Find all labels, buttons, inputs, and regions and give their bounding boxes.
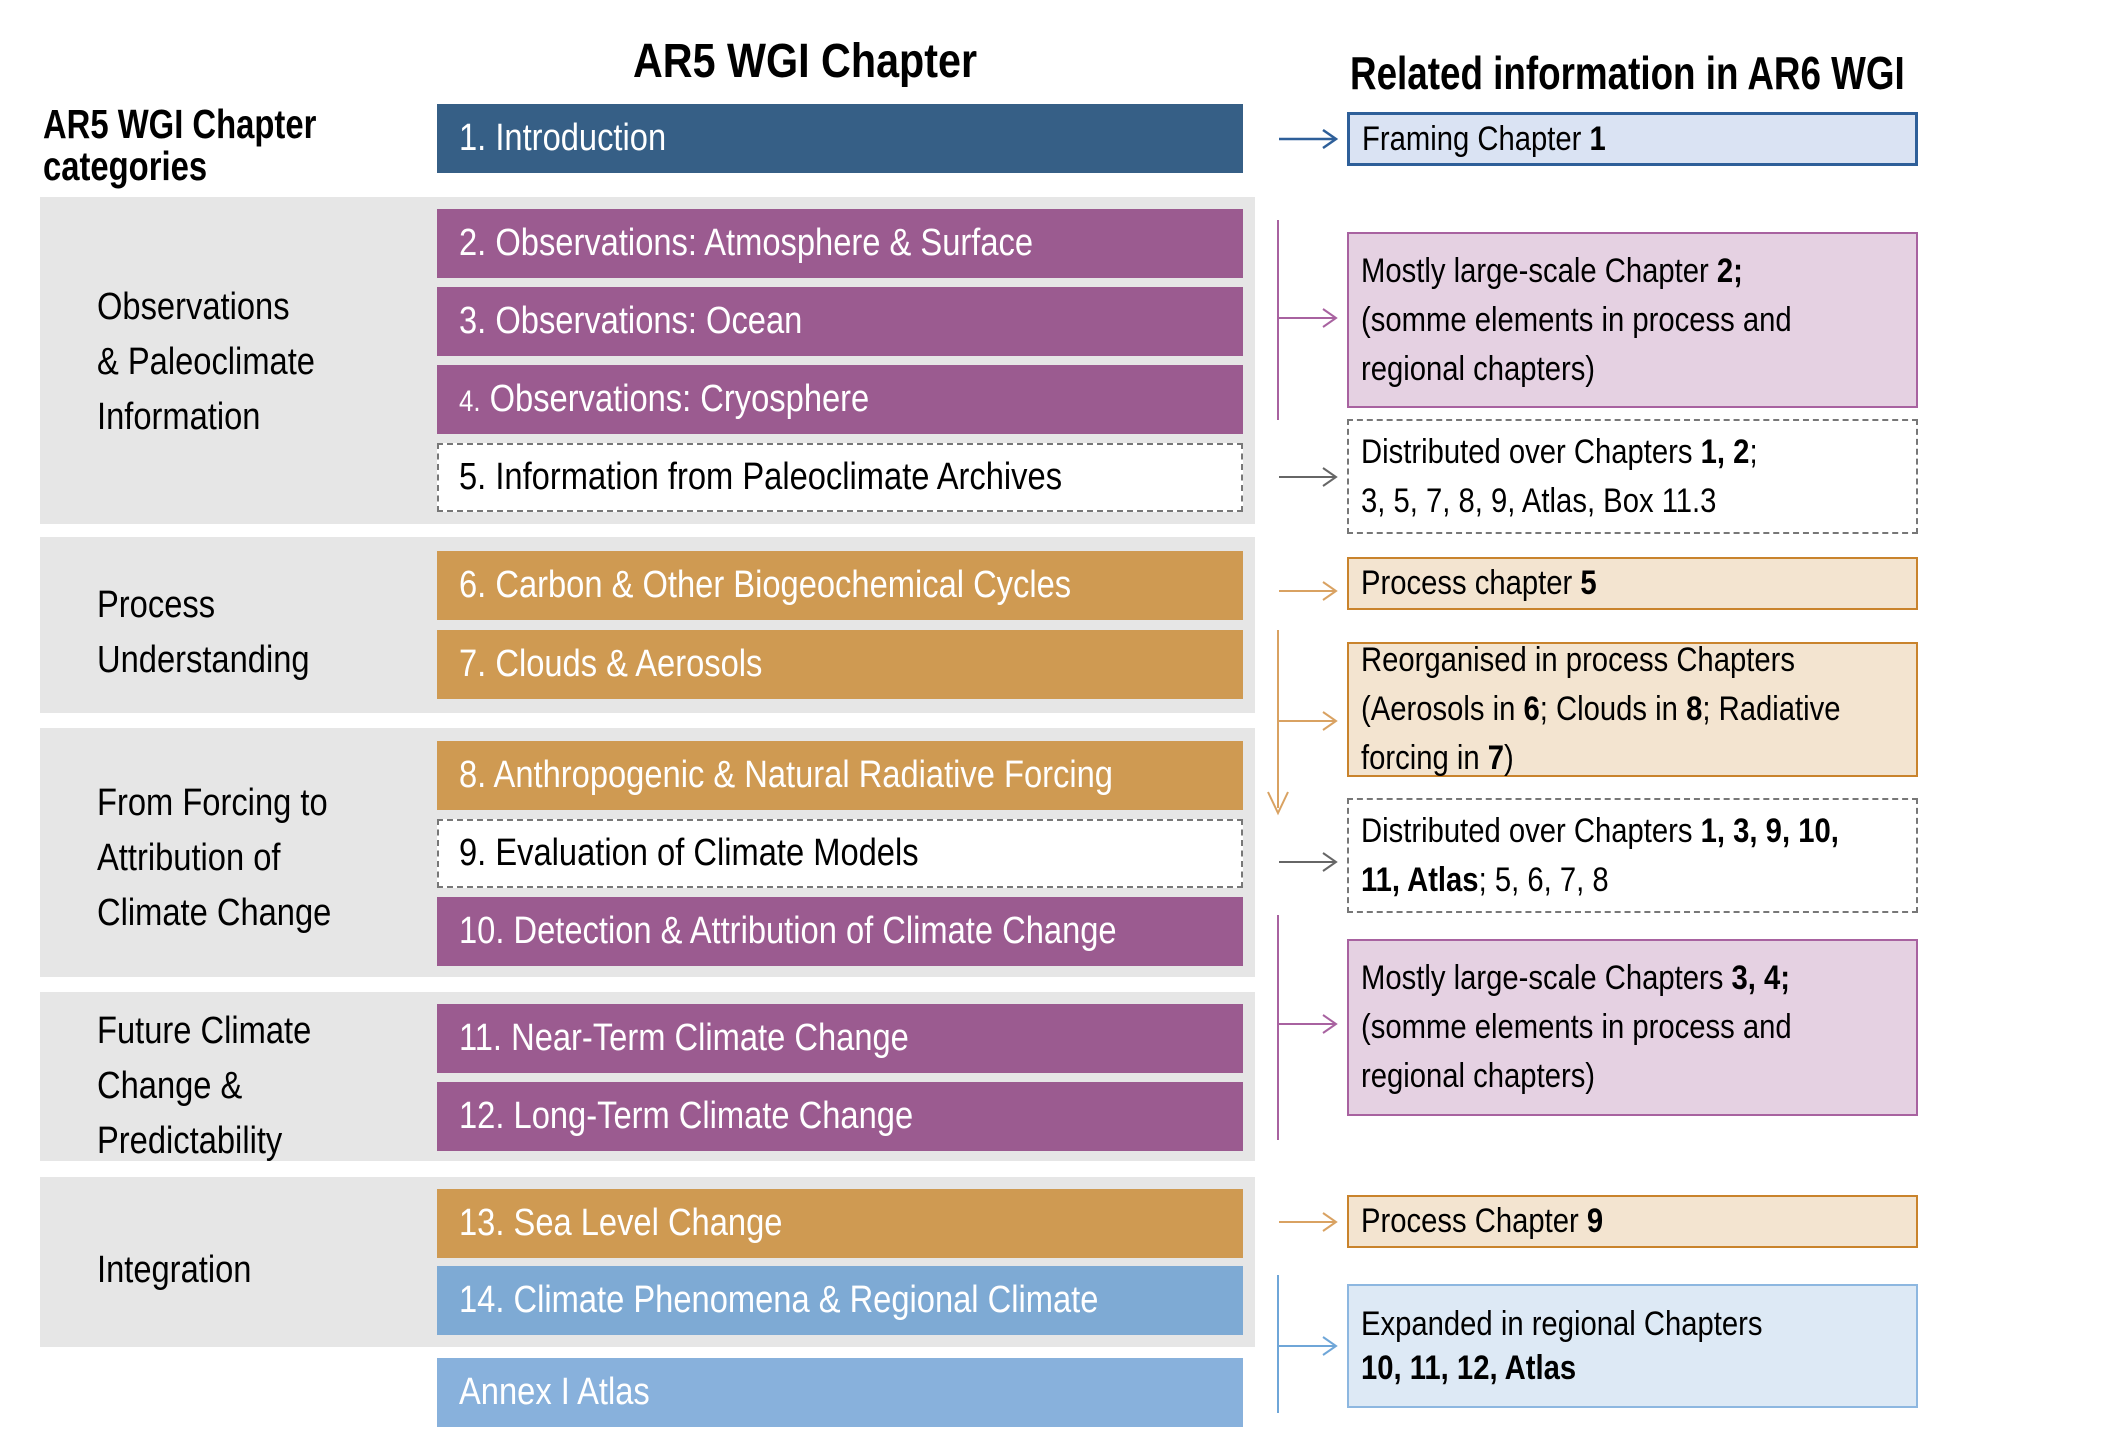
- chapter-10-box: 10. Detection & Attribution of Climate Change: [437, 897, 1243, 966]
- category-label-observations: Observations & Paleoclimate Information: [97, 286, 315, 438]
- chapter-3-box: 3. Observations: Ocean: [437, 287, 1243, 356]
- ar6-large-scale-ch3-4-box: Mostly large-scale Chapters 3, 4; (somme elements in process and regional chapters): [1347, 939, 1918, 1116]
- center-column-title: AR5 WGI Chapter: [633, 35, 978, 88]
- category-label-integration: Integration: [97, 1249, 252, 1291]
- ar6-distributed-paleo-box: Distributed over Chapters 1, 2; 3, 5, 7, 8, 9, Atlas, Box 11.3: [1347, 419, 1918, 534]
- arrow-right-icon: [1279, 1014, 1339, 1034]
- chapter-12-box: 12. Long-Term Climate Change: [437, 1082, 1243, 1151]
- arrow-right-icon: [1279, 467, 1339, 487]
- ar6-large-scale-ch2-box: Mostly large-scale Chapter 2; (somme elements in process and regional chapters): [1347, 232, 1918, 408]
- arrow-right-icon: [1279, 852, 1339, 872]
- annex-atlas-box: Annex I Atlas: [437, 1358, 1243, 1427]
- chapter-1-box: 1. Introduction: [437, 104, 1243, 173]
- category-label-process: Process Understanding: [97, 584, 310, 681]
- right-column-title: Related information in AR6 WGI: [1350, 47, 1905, 99]
- chapter-9-box: 9. Evaluation of Climate Models: [437, 819, 1243, 888]
- chapter-2-box: 2. Observations: Atmosphere & Surface: [437, 209, 1243, 278]
- chapter-13-box: 13. Sea Level Change: [437, 1189, 1243, 1258]
- ar6-process-ch9-box: Process Chapter 9: [1347, 1195, 1918, 1248]
- arrow-right-icon: [1279, 711, 1339, 731]
- chapter-4-box: 4. Observations: Cryosphere: [437, 365, 1243, 434]
- arrow-right-icon: [1279, 308, 1339, 328]
- chapter-5-box: 5. Information from Paleoclimate Archives: [437, 443, 1243, 512]
- arrow-right-icon: [1279, 1212, 1339, 1232]
- chapter-8-box: 8. Anthropogenic & Natural Radiative Forcing: [437, 741, 1243, 810]
- chapter-7-box: 7. Clouds & Aerosols: [437, 630, 1243, 699]
- left-column-title: AR5 WGI Chapter categories: [43, 101, 317, 189]
- ar6-regional-box: Expanded in regional Chapters 10, 11, 12, Atlas: [1347, 1284, 1918, 1408]
- chapter-11-box: 11. Near-Term Climate Change: [437, 1004, 1243, 1073]
- arrow-right-icon: [1279, 1336, 1339, 1356]
- ar6-framing-box: Framing Chapter 1: [1347, 112, 1918, 166]
- chapter-6-box: 6. Carbon & Other Biogeochemical Cycles: [437, 551, 1243, 620]
- arrow-right-icon: [1279, 129, 1339, 149]
- chapter-14-box: 14. Climate Phenomena & Regional Climate: [437, 1266, 1243, 1335]
- category-label-forcing-attribution: From Forcing to Attribution of Climate Change: [97, 782, 332, 934]
- ar6-reorganised-box: Reorganised in process Chapters (Aerosols in 6; Clouds in 8; Radiative forcing in 7): [1347, 642, 1918, 777]
- down-arrow-icon: [1266, 790, 1290, 816]
- ar6-process-ch5-box: Process chapter 5: [1347, 557, 1918, 610]
- arrow-right-icon: [1279, 581, 1339, 601]
- category-label-future-climate: Future Climate Change & Predictability: [97, 1010, 312, 1162]
- ar6-distributed-models-box: Distributed over Chapters 1, 3, 9, 10, 11, Atlas; 5, 6, 7, 8: [1347, 798, 1918, 913]
